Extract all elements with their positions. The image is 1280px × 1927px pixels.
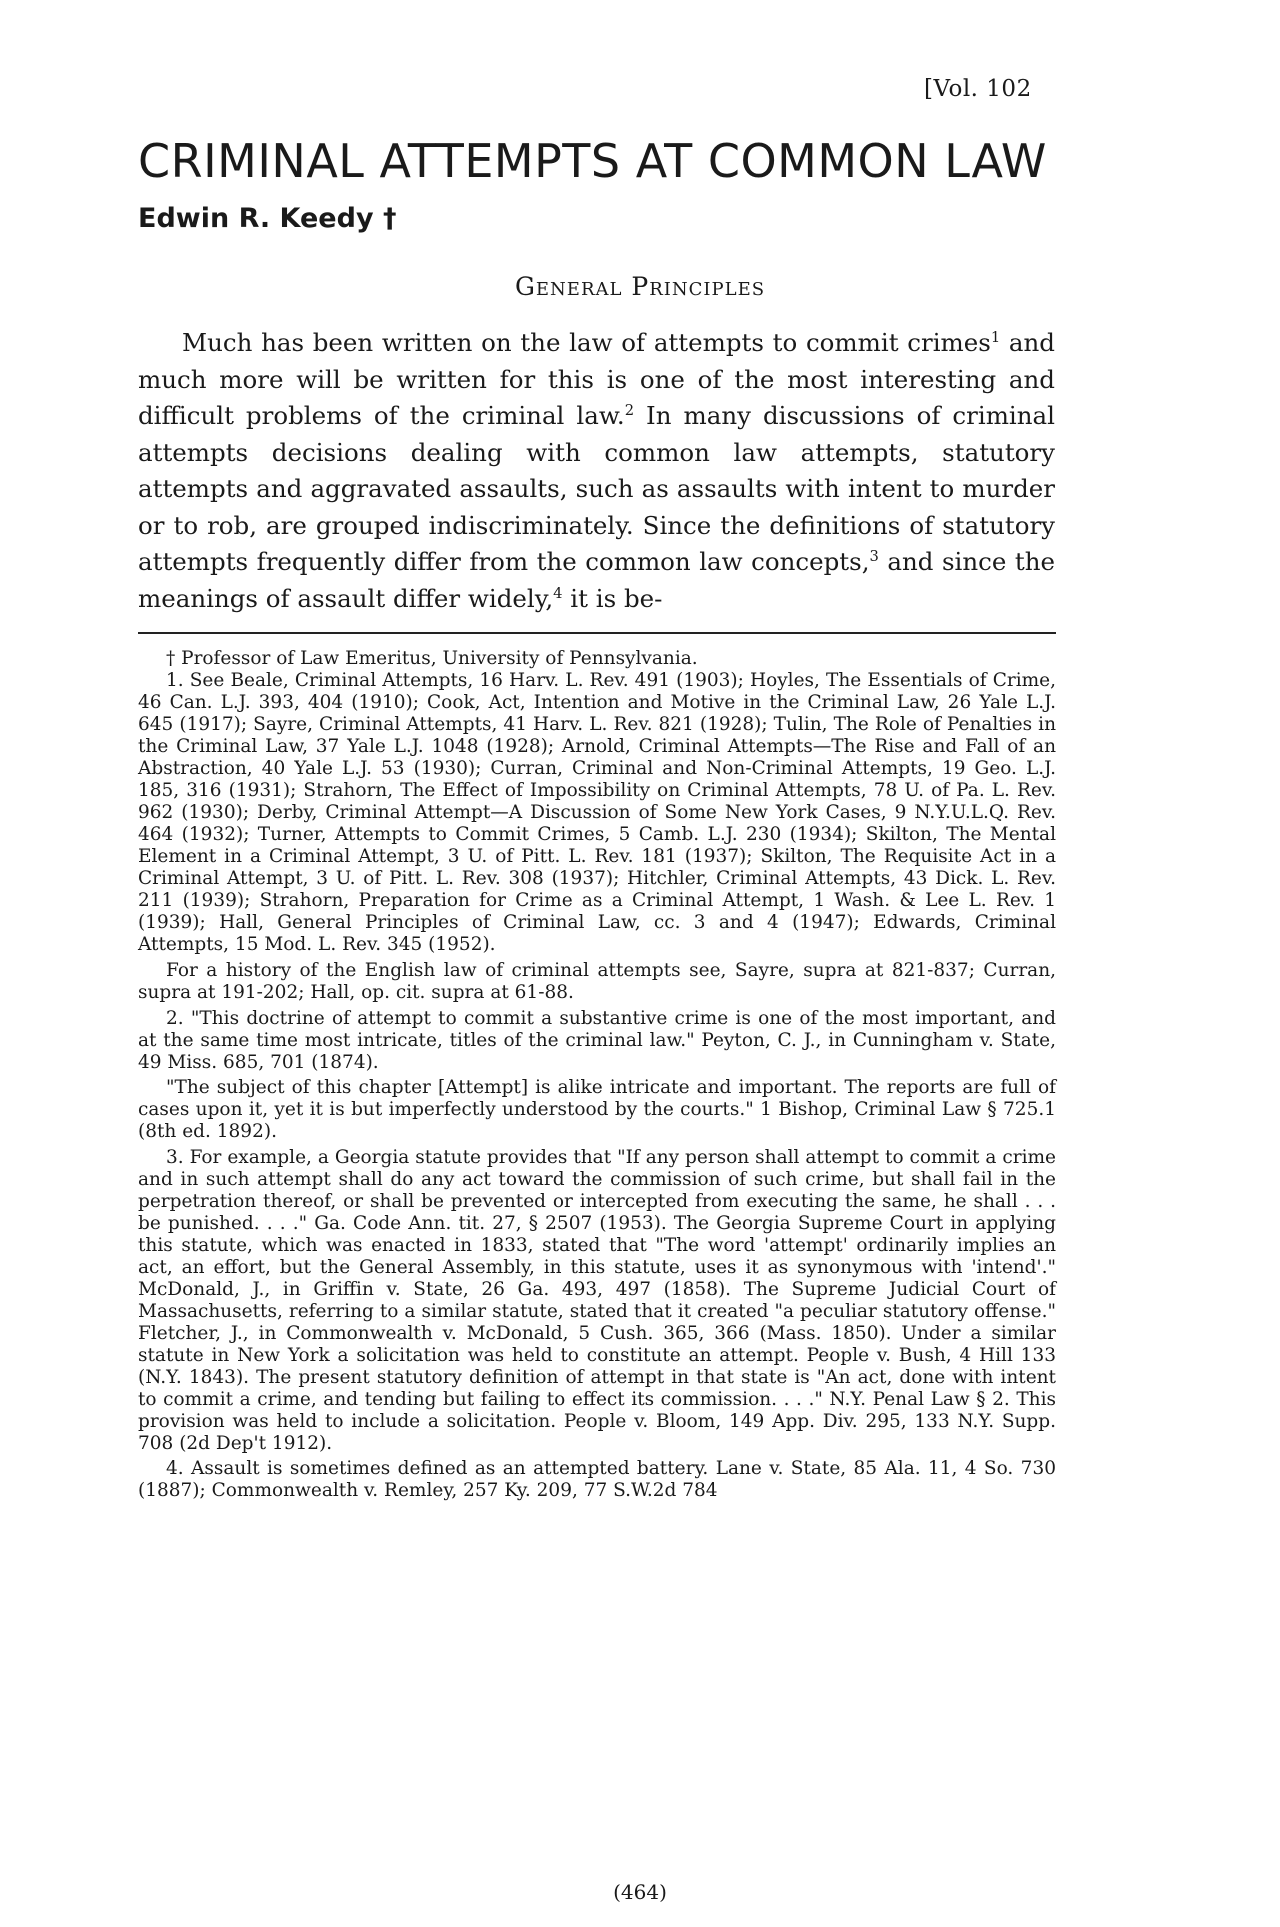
body-text-part: Much has been written on the law of attempts to commit crimes [182,328,991,357]
footnote-ref: 2 [624,401,635,419]
body-text-part: it is be- [562,583,663,613]
body-text-part: and since the meanings of assault differ widely, [138,547,1055,613]
footnote-divider [138,632,1056,634]
footnote-ref: 4 [553,584,563,602]
footnote-1-continuation: For a history of the English law of criminal attempts see, Sayre, supra at 821-837; Curran, supra at 191-202; Hall, op. cit. supra at 61-88. [138,960,1056,1003]
body-text-part: and much more will be written for this is one of the most interesting and difficult problems of the criminal law. [138,328,1055,430]
body-paragraph [138,325,1055,617]
footnote-author-note: † Professor of Law Emeritus, University of Pennsylvania. [166,648,698,669]
footnote-2-continuation: "The subject of this chapter [Attempt] is alike intricate and important. The reports are full of cases upon it, yet it is but imperfectly understood by the courts." 1 Bishop, Criminal Law § 725.1 (8th ed. 1892). [138,1077,1056,1142]
footnote-ref: 1 [990,328,1001,346]
footnote-1: 1. See Beale, Criminal Attempts, 16 Harv. L. Rev. 491 (1903); Hoyles, The Essentials of Crime, 46 Can. L.J. 393, 404 (1910); Cook, Act, Intention and Motive in the Criminal Law, 26 Yale L.J. 645 (1917); Sayre, Criminal Attempts, 41 Harv. L. Rev. 821 (1928); Tulin, The Role of Penalties in the Criminal Law, 37 Yale L.J. 1048 (1928); Arnold, Criminal Attempts—The Rise and Fall of an Abstraction, 40 Yale L.J. 53 (1930); Curran, Criminal and Non-Criminal Attempts, 19 Geo. L.J. 185, 316 (1931); Strahorn, The Effect of Impossibility on Criminal Attempts, 78 U. of Pa. L. Rev. 962 (1930); Derby, Criminal Attempt—A Discussion of Some New York Cases, 9 N.Y.U.L.Q. Rev. 464 (1932); Turner, Attempts to Commit Crimes, 5 Camb. L.J. 230 (1934); Skilton, The Mental Element in a Criminal Attempt, 3 U. of Pitt. L. Rev. 181 (1937); Skilton, The Requisite Act in a Criminal Attempt, 3 U. of Pitt. L. Rev. 308 (1937); Hitchler, Criminal Attempts, 43 Dick. L. Rev. 211 (1939); Strahorn, Preparation for Crime as a Criminal Attempt, 1 Wash. & Lee L. Rev. 1 (1939); Hall, General Principles of Criminal Law, cc. 3 and 4 (1947); Edwards, Criminal Attempts, 15 Mod. L. Rev. 345 (1952). [138,670,1056,955]
section-heading: General Principles [514,272,766,301]
volume-header: [Vol. 102 [924,76,1032,102]
footnote-2: 2. "This doctrine of attempt to commit a substantive crime is one of the most important, and at the same time most intricate, titles of the criminal law." Peyton, C. J., in Cunningham v. State, 49 Miss. 685, 701 (1874). [138,1008,1056,1073]
body-text-part: In many discussions of criminal attempts decisions dealing with common law attempts, statutory attempts and aggravated assaults, such as assaults with intent to murder or to rob, are grouped indiscriminately. Since the definitions of statutory attempts frequently differ from the common law concepts, [138,401,1055,576]
author-line: Edwin R. Keedy † [138,203,397,234]
page-number: (464) [613,1880,667,1904]
footnotes-section [138,648,1056,1502]
footnote-ref: 3 [869,547,879,565]
footnote-4: 4. Assault is sometimes defined as an attempted battery. Lane v. State, 85 Ala. 11, 4 So. 730 (1887); Commonwealth v. Remley, 257 Ky. 209, 77 S.W.2d 784 [138,1458,1056,1501]
article-title: CRIMINAL ATTEMPTS AT COMMON LAW [138,134,1047,188]
footnote-3: 3. For example, a Georgia statute provides that "If any person shall attempt to commit a crime and in such attempt shall do any act toward the commission of such crime, but shall fail in the perpetration thereof, or shall be prevented or intercepted from executing the same, he shall . . . be punished. . . ." Ga. Code Ann. tit. 27, § 2507 (1953). The Georgia Supreme Court in applying this statute, which was enacted in 1833, stated that "The word 'attempt' ordinarily implies an act, an effort, but the General Assembly, in this statute, uses it as synonymous with 'intend'." McDonald, J., in Griffin v. State, 26 Ga. 493, 497 (1858). The Supreme Judicial Court of Massachusetts, referring to a similar statute, stated that it created "a peculiar statutory offense." Fletcher, J., in Commonwealth v. McDonald, 5 Cush. 365, 366 (Mass. 1850). Under a similar statute in New York a solicitation was held to constitute an attempt. People v. Bush, 4 Hill 133 (N.Y. 1843). The present statutory definition of attempt in that state is "An act, done with intent to commit a crime, and tending but failing to effect its commission. . . ." N.Y. Penal Law § 2. This provision was held to include a solicitation. People v. Bloom, 149 App. Div. 295, 133 N.Y. Supp. 708 (2d Dep't 1912). [138,1147,1056,1454]
